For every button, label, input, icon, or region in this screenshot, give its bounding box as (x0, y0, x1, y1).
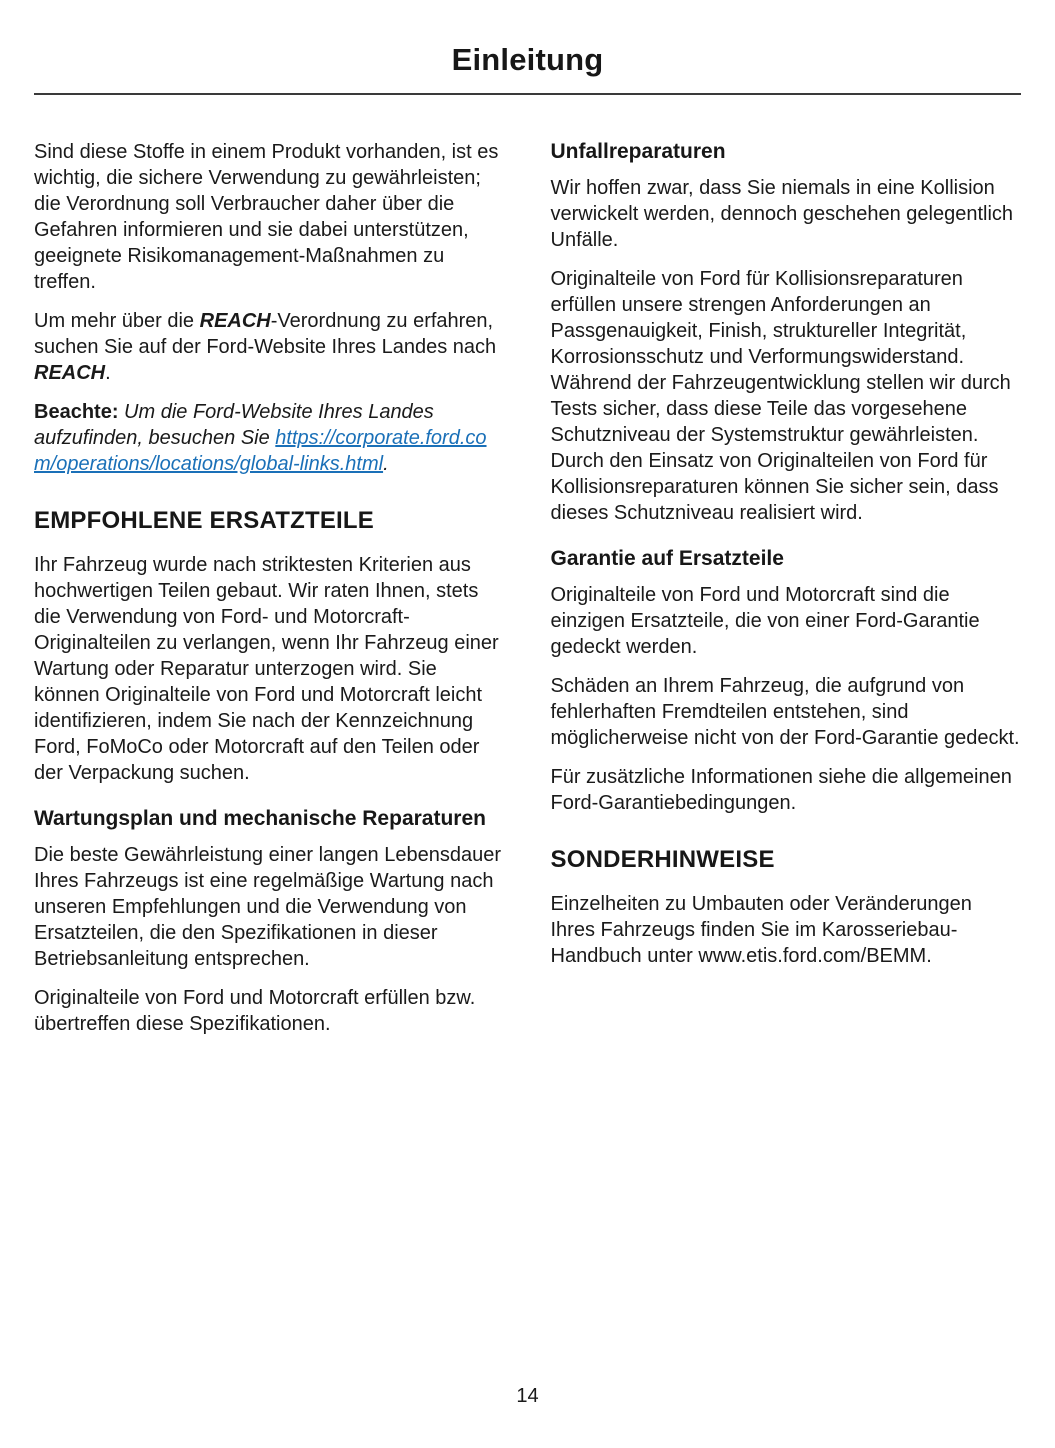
paragraph-sonderhinweise: Einzelheiten zu Umbauten oder Veränderungen Ihres Fahrzeugs finden Sie im Karosseriebau-Handbuch unter www.etis.ford.com/BEMM. (550, 893, 972, 967)
subheading-garantie-ersatzteile: Garantie auf Ersatzteile (550, 547, 784, 570)
ford-website-link[interactable]: https://corporate.ford.com/operations/locations/global-links.html (34, 427, 487, 475)
heading-empfohlene-ersatzteile: EMPFOHLENE ERSATZTEILE (34, 507, 374, 534)
page-title: Einleitung (451, 42, 604, 77)
note-text: Um die Ford-Website Ihres Landes aufzufinden, besuchen Sie (34, 401, 434, 449)
right-column (551, 139, 1022, 1050)
paragraph-ersatzteile: Ihr Fahrzeug wurde nach striktesten Kriterien aus hochwertigen Teilen gebaut. Wir raten Ihnen, stets die Verwendung von Ford- und Motorcraft-Originalteilen zu verlangen, wenn Ihr Fahrzeug einer Wartung oder Reparatur unterzogen wird. Sie können Originalteile von Ford und Motorcraft leicht identifizieren, indem Sie nach der Kennzeichnung Ford, FoMoCo oder Motorcraft auf den Teilen oder der Verpackung suchen. (34, 554, 499, 784)
text-segment: Um mehr über die (34, 310, 200, 332)
reach-emphasis: REACH (199, 310, 271, 332)
paragraph-garantie-3: Für zusätzliche Informationen siehe die allgemeinen Ford-Garantiebedingungen. (550, 766, 1012, 814)
paragraph-wartung-1: Die beste Gewährleistung einer langen Lebensdauer Ihres Fahrzeugs ist eine regelmäßige Wartung nach unseren Empfehlungen und die Verwendung von Ersatzteilen, die den Spezifikationen in dieser Betriebsanleitung entsprechen. (34, 844, 501, 970)
paragraph-reach (34, 308, 505, 386)
note-paragraph (34, 399, 505, 477)
paragraph-unfall-2: Originalteile von Ford für Kollisionsreparaturen erfüllen unsere strengen Anforderungen an Passgenauigkeit, Finish, struktureller Integrität, Korrosionsschutz und Verformungswiderstand. Während der Fahrzeugentwicklung stellen wir durch Tests sicher, dass diese Teile das vorgesehene Schutzniveau der Systemstruktur gewährleisten. Durch den Einsatz von Originalteilen von Ford für Kollisionsreparaturen können Sie sicher sein, dass dieses Schutzniveau realisiert wird. (550, 268, 1011, 524)
paragraph-stoffe: Sind diese Stoffe in einem Produkt vorhanden, ist es wichtig, die sichere Verwendung zu gewährleisten; die Verordnung soll Verbraucher daher über die Gefahren informieren und sie dabei unterstützen, geeignete Risikomanagement-Maßnahmen zu treffen. (34, 141, 499, 293)
header-rule (34, 93, 1021, 95)
text-segment: -Verordnung zu erfahren, suchen Sie auf der Ford-Website Ihres Landes nach (34, 310, 497, 358)
paragraph-unfall-1: Wir hoffen zwar, dass Sie niemals in eine Kollision verwickelt werden, dennoch geschehen gelegentlich Unfälle. (550, 177, 1014, 251)
content-columns (34, 139, 1021, 1050)
left-column (34, 139, 505, 1050)
paragraph-wartung-2: Originalteile von Ford und Motorcraft erfüllen bzw. übertreffen diese Spezifikationen. (34, 987, 476, 1035)
page-header (34, 42, 1021, 95)
subheading-unfallreparaturen: Unfallreparaturen (550, 140, 726, 163)
reach-emphasis: REACH (34, 362, 106, 384)
text-segment: . (105, 362, 111, 384)
paragraph-garantie-1: Originalteile von Ford und Motorcraft sind die einzigen Ersatzteile, die von einer Ford-Garantie gedeckt werden. (550, 584, 980, 658)
paragraph-garantie-2: Schäden an Ihrem Fahrzeug, die aufgrund von fehlerhaften Fremdteilen entstehen, sind möglicherweise nicht von der Ford-Garantie gedeckt. (550, 675, 1020, 749)
page-number: 14 (516, 1385, 539, 1407)
heading-sonderhinweise: SONDERHINWEISE (550, 846, 775, 873)
note-text-suffix: . (383, 453, 389, 475)
note-label: Beachte: (34, 401, 119, 423)
subheading-wartungsplan: Wartungsplan und mechanische Reparaturen (34, 807, 486, 830)
